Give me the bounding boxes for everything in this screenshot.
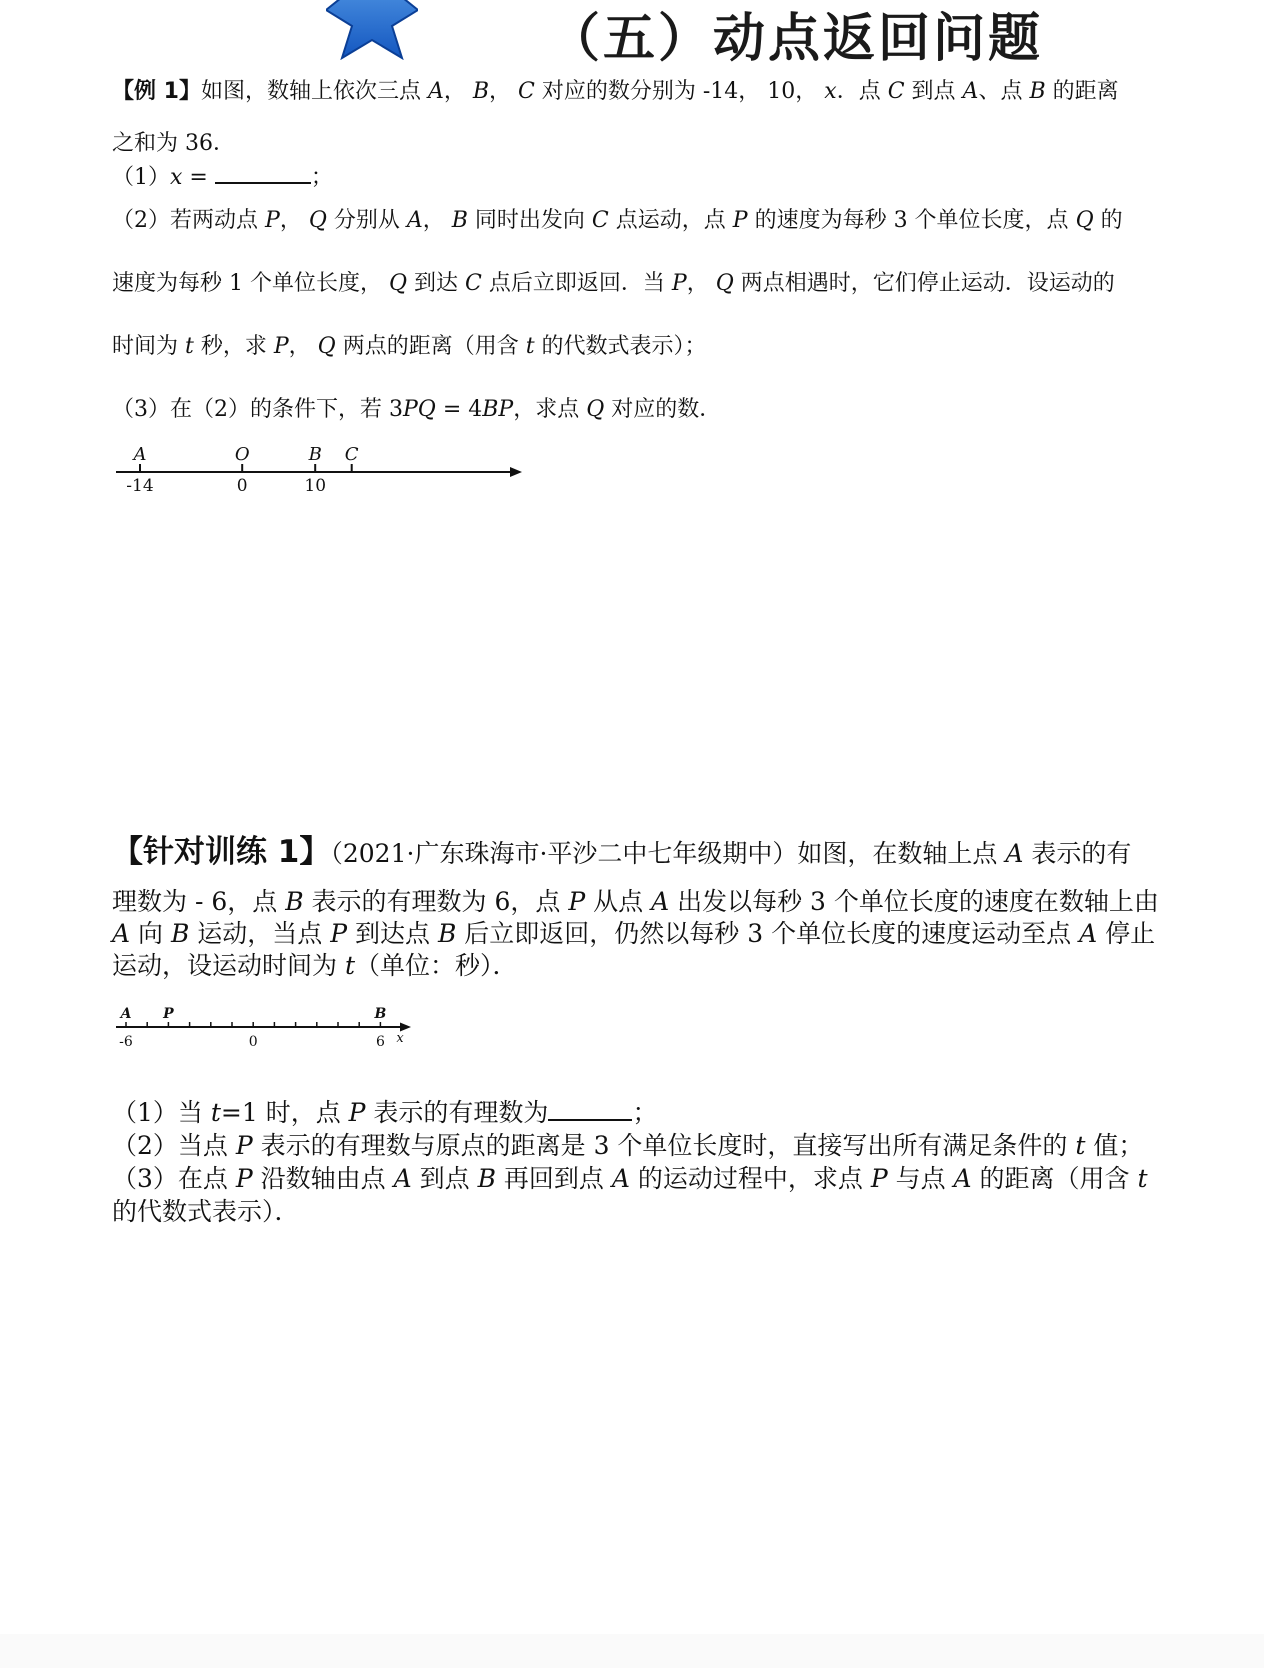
training-line-3: A 向 B 运动，当点 P 到达点 B 后立即返回，仍然以每秒 3 个单位长度的速度运动至点 A 停止	[112, 919, 1156, 948]
axis2-tick-label: -6	[119, 1034, 133, 1050]
example-label: 【例 1】	[112, 79, 201, 104]
training-line-2: 理数为 - 6，点 B 表示的有理数为 6，点 P 从点 A 出发以每秒 3 个单位长度的速度在数轴上由	[112, 887, 1159, 916]
answer-blank[interactable]	[215, 164, 311, 184]
question-2-line-3: 时间为 t 秒，求 P， Q 两点的距离（用含 t 的代数式表示）；	[112, 334, 707, 359]
bottom-bar	[0, 1634, 1264, 1668]
axis1-point-label: B	[308, 444, 322, 465]
axis2-tick-label: 0	[248, 1034, 258, 1050]
training-label: 【针对训练 1】	[112, 834, 331, 870]
training-line-1: 【针对训练 1】（2021·广东珠海市·平沙二中七年级期中）如图，在数轴上点 A 表示的有	[112, 834, 1132, 870]
answer-blank-2[interactable]	[548, 1101, 632, 1121]
axis1-tick-label: 0	[236, 476, 248, 496]
question-2-line-1: （2）若两动点 P， Q 分别从 A， B 同时出发向 C 点运动，点 P 的速度为每秒 3 个单位长度，点 Q 的	[112, 208, 1123, 233]
example-line-2: 之和为 36．	[112, 131, 235, 156]
axis1-point-label: O	[234, 444, 250, 465]
example-line-1: 【例 1】如图，数轴上依次三点 A， B， C 对应的数分别为 -14， 10， x．点 C 到点 A、点 B 的距离	[112, 79, 1119, 104]
axis2-axis-label: x	[396, 1031, 404, 1046]
axis2-point-label: B	[374, 1006, 387, 1022]
training-question-3: （3）在点 P 沿数轴由点 A 到点 B 再回到点 A 的运动过程中，求点 P 与点 A 的距离（用含 t	[112, 1164, 1148, 1193]
question-1-line: （1）x = ；	[112, 165, 333, 190]
axis1-point-label: C	[344, 444, 359, 465]
training-question-2: （2）当点 P 表示的有理数与原点的距离是 3 个单位长度时，直接写出所有满足条件的 t 值；	[112, 1131, 1144, 1160]
axis1-point-label: A	[133, 444, 147, 465]
training-line-4: 运动，设运动时间为 t（单位：秒）．	[112, 951, 518, 980]
training-question-3-cont: 的代数式表示）．	[112, 1197, 300, 1226]
star-icon	[326, 0, 418, 60]
page-title: （五）动点返回问题	[548, 9, 1044, 69]
axis2-point-label: P	[163, 1006, 174, 1022]
training-question-1: （1）当 t=1 时，点 P 表示的有理数为 ；	[112, 1098, 658, 1127]
number-line-training	[112, 1006, 432, 1056]
axis2-point-label: A	[120, 1006, 132, 1022]
number-line-example	[110, 440, 530, 510]
axis2-tick-label: 6	[375, 1034, 385, 1050]
axis1-tick-label: -14	[126, 476, 154, 496]
axis1-tick-label: 10	[304, 476, 327, 496]
question-2-line-2: 速度为每秒 1 个单位长度， Q 到达 C 点后立即返回．当 P， Q 两点相遇时，它们停止运动．设运动的	[112, 271, 1115, 296]
question-3-line: （3）在（2）的条件下，若 3PQ = 4BP，求点 Q 对应的数．	[112, 397, 722, 422]
